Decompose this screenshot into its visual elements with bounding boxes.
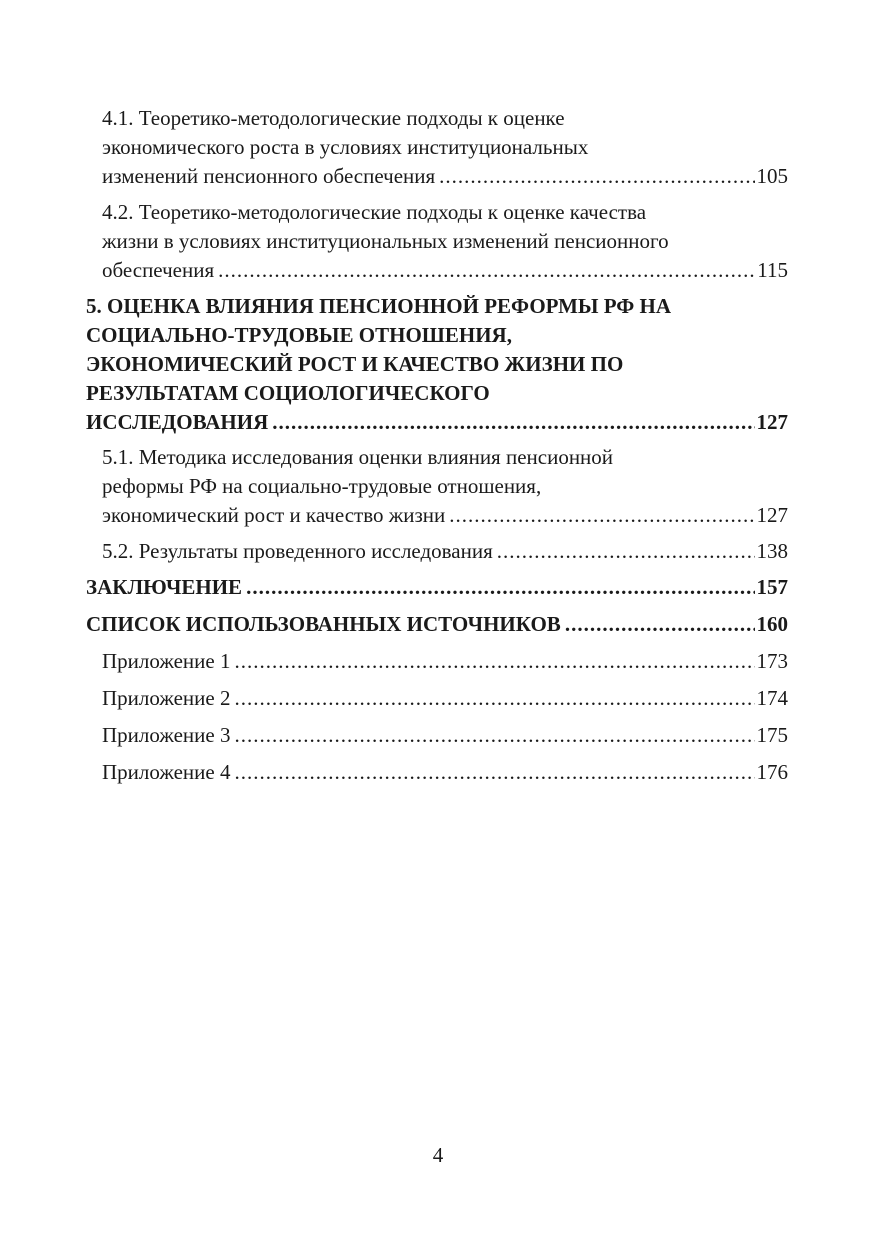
entry-title: ЗАКЛЮЧЕНИЕ	[86, 575, 243, 599]
entry-title: 5.2. Результаты проведенного исследования	[102, 539, 493, 563]
entry-line: 5. ОЦЕНКА ВЛИЯНИЯ ПЕНСИОННОЙ РЕФОРМЫ РФ НА	[86, 294, 672, 318]
toc-entry-conclusion[interactable]	[86, 573, 788, 602]
entry-title-end: обеспечения	[102, 258, 215, 282]
entry-title: Приложение 3	[102, 723, 231, 747]
page-ref: 127	[756, 410, 788, 434]
page-ref: 173	[756, 649, 788, 673]
toc-entry-appendix-4[interactable]	[86, 758, 788, 787]
entry-leader-line	[102, 758, 788, 787]
dot-leader	[234, 647, 754, 676]
dot-leader	[497, 537, 755, 566]
page-number: 4	[432, 1143, 444, 1167]
entry-leader-line	[102, 162, 788, 191]
entry-title: Приложение 4	[102, 760, 231, 784]
entry-line: реформы РФ на социально-трудовые отношения,	[102, 474, 542, 498]
page-ref: 176	[756, 760, 788, 784]
toc-entry-references[interactable]	[86, 610, 788, 639]
dot-leader	[234, 721, 754, 750]
toc-entry-4-2[interactable]	[86, 198, 788, 285]
entry-leader-line	[102, 501, 788, 530]
entry-leader-line	[86, 610, 788, 639]
entry-title: СПИСОК ИСПОЛЬЗОВАННЫХ ИСТОЧНИКОВ	[86, 612, 561, 636]
entry-line: ЭКОНОМИЧЕСКИЙ РОСТ И КАЧЕСТВО ЖИЗНИ ПО	[86, 352, 624, 376]
toc-entry-chapter-5[interactable]	[86, 292, 788, 437]
page-ref: 157	[756, 575, 788, 599]
dot-leader	[234, 758, 754, 787]
entry-line: РЕЗУЛЬТАТАМ СОЦИОЛОГИЧЕСКОГО	[86, 381, 490, 405]
entry-leader-line	[86, 408, 788, 437]
toc-entry-4-1[interactable]	[86, 104, 788, 191]
entry-title-end: ИССЛЕДОВАНИЯ	[86, 410, 269, 434]
dot-leader	[449, 501, 754, 530]
entry-title: Приложение 1	[102, 649, 231, 673]
page-ref: 127	[756, 503, 788, 527]
dot-leader	[246, 573, 754, 602]
entry-leader-line	[102, 647, 788, 676]
entry-line: экономического роста в условиях институциональных	[102, 135, 589, 159]
entry-line: 5.1. Методика исследования оценки влияния пенсионной	[102, 445, 614, 469]
dot-leader	[234, 684, 754, 713]
entry-leader-line	[86, 573, 788, 602]
page-ref: 174	[756, 686, 788, 710]
page-ref: 160	[756, 612, 788, 636]
toc-entry-appendix-1[interactable]	[86, 647, 788, 676]
entry-line: 4.2. Теоретико-методологические подходы к оценке качества	[102, 200, 647, 224]
entry-title-end: экономический рост и качество жизни	[102, 503, 446, 527]
toc-entry-5-2[interactable]	[86, 537, 788, 566]
entry-leader-line	[102, 721, 788, 750]
entry-leader-line	[102, 537, 788, 566]
entry-title: Приложение 2	[102, 686, 231, 710]
entry-line: 4.1. Теоретико-методологические подходы к оценке	[102, 106, 565, 130]
dot-leader	[439, 162, 754, 191]
dot-leader	[272, 408, 754, 437]
entry-leader-line	[102, 684, 788, 713]
toc-entry-appendix-2[interactable]	[86, 684, 788, 713]
dot-leader	[565, 610, 755, 639]
entry-leader-line	[102, 256, 788, 285]
dot-leader	[218, 256, 755, 285]
page-ref: 175	[756, 723, 788, 747]
table-of-contents	[86, 104, 788, 795]
toc-entry-appendix-3[interactable]	[86, 721, 788, 750]
entry-line: жизни в условиях институциональных изменений пенсионного	[102, 229, 669, 253]
entry-line: СОЦИАЛЬНО-ТРУДОВЫЕ ОТНОШЕНИЯ,	[86, 323, 512, 347]
toc-entry-5-1[interactable]	[86, 443, 788, 530]
page-ref: 138	[756, 539, 788, 563]
page-ref: 105	[756, 164, 788, 188]
entry-title-end: изменений пенсионного обеспечения	[102, 164, 436, 188]
page-ref: 115	[757, 258, 788, 282]
